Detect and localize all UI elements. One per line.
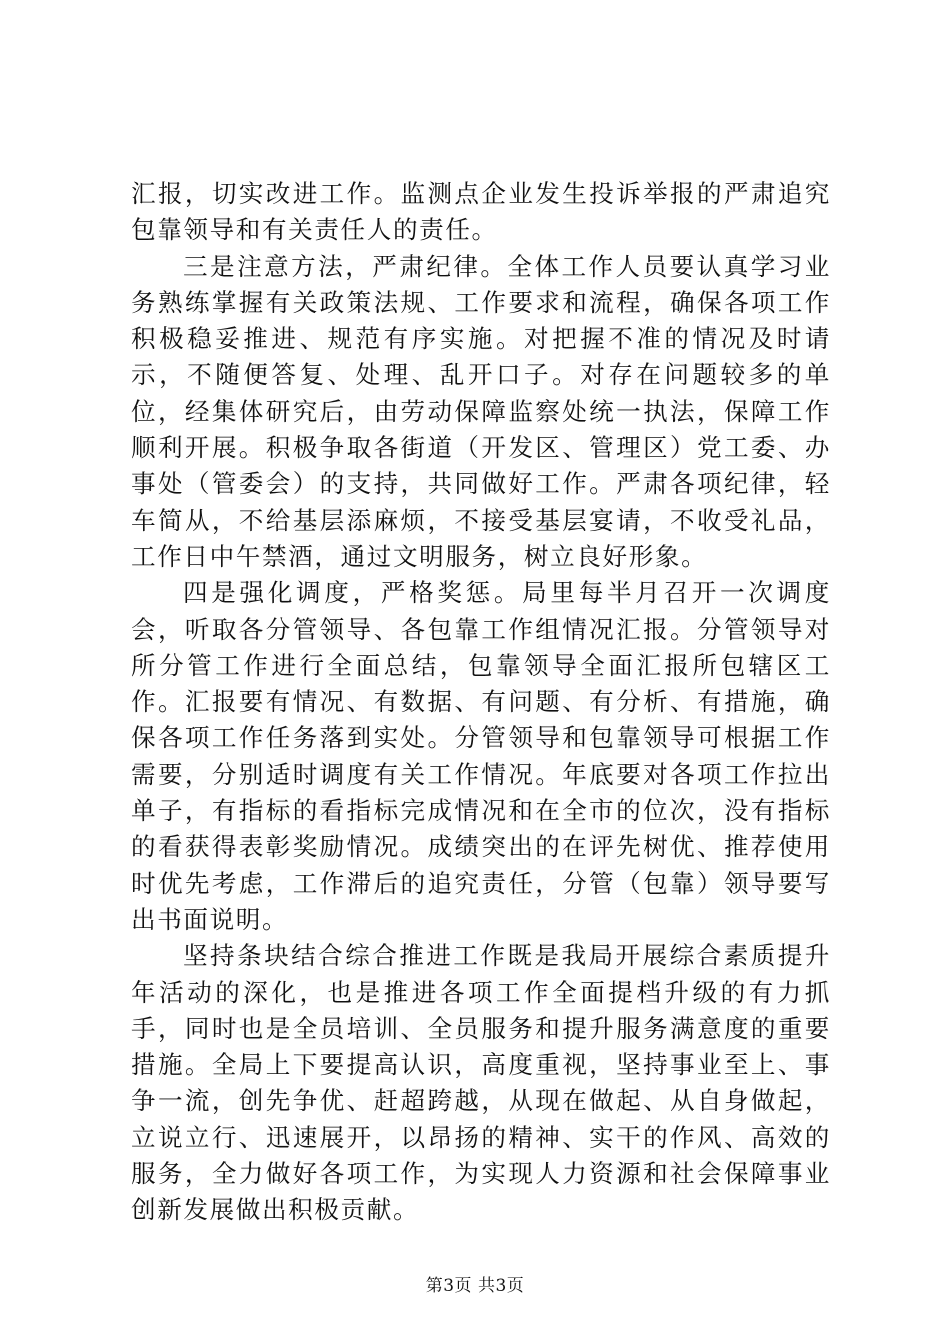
paragraph-4: 坚持条块结合综合推进工作既是我局开展综合素质提升年活动的深化，也是推进各项工作全面提档升级的有力抓手，同时也是全员培训、全员服务和提升服务满意度的重要措施。全局上下要提高认识，高度重视，坚持事业至上、事争一流，创先争优、赶超跨越，从现在做起、从自身做起，立说立行、迅速展开，以昂扬的精神、实干的作风、高效的服务，全力做好各项工作，为实现人力资源和社会保障事业创新发展做出积极贡献。 [131,941,831,1225]
paragraph-3: 四是强化调度，严格奖惩。局里每半月召开一次调度会，听取各分管领导、各包靠工作组情况汇报。分管领导对所分管工作进行全面总结，包靠领导全面汇报所包辖区工作。汇报要有情况、有数据、有问题、有分析、有措施，确保各项工作任务落到实处。分管领导和包靠领导可根据工作需要，分别适时调度有关工作情况。年底要对各项工作拉出单子，有指标的看指标完成情况和在全市的位次，没有指标的看获得表彰奖励情况。成绩突出的在评先树优、推荐使用时优先考虑，工作滞后的追究责任，分管（包靠）领导要写出书面说明。 [131,578,831,934]
document-body [131,176,831,1229]
page-footer: 第3页 共3页 [425,1276,525,1296]
paragraph-2: 三是注意方法，严肃纪律。全体工作人员要认真学习业务熟练掌握有关政策法规、工作要求和流程，确保各项工作积极稳妥推进、规范有序实施。对把握不准的情况及时请示，不随便答复、处理、乱开口子。对存在问题较多的单位，经集体研究后，由劳动保障监察处统一执法，保障工作顺利开展。积极争取各街道（开发区、管理区）党工委、办事处（管委会）的支持，共同做好工作。严肃各项纪律，轻车简从，不给基层添麻烦，不接受基层宴请，不收受礼品，工作日中午禁酒，通过文明服务，树立良好形象。 [131,251,831,571]
paragraph-1: 汇报，切实改进工作。监测点企业发生投诉举报的严肃追究包靠领导和有关责任人的责任。 [131,179,831,245]
